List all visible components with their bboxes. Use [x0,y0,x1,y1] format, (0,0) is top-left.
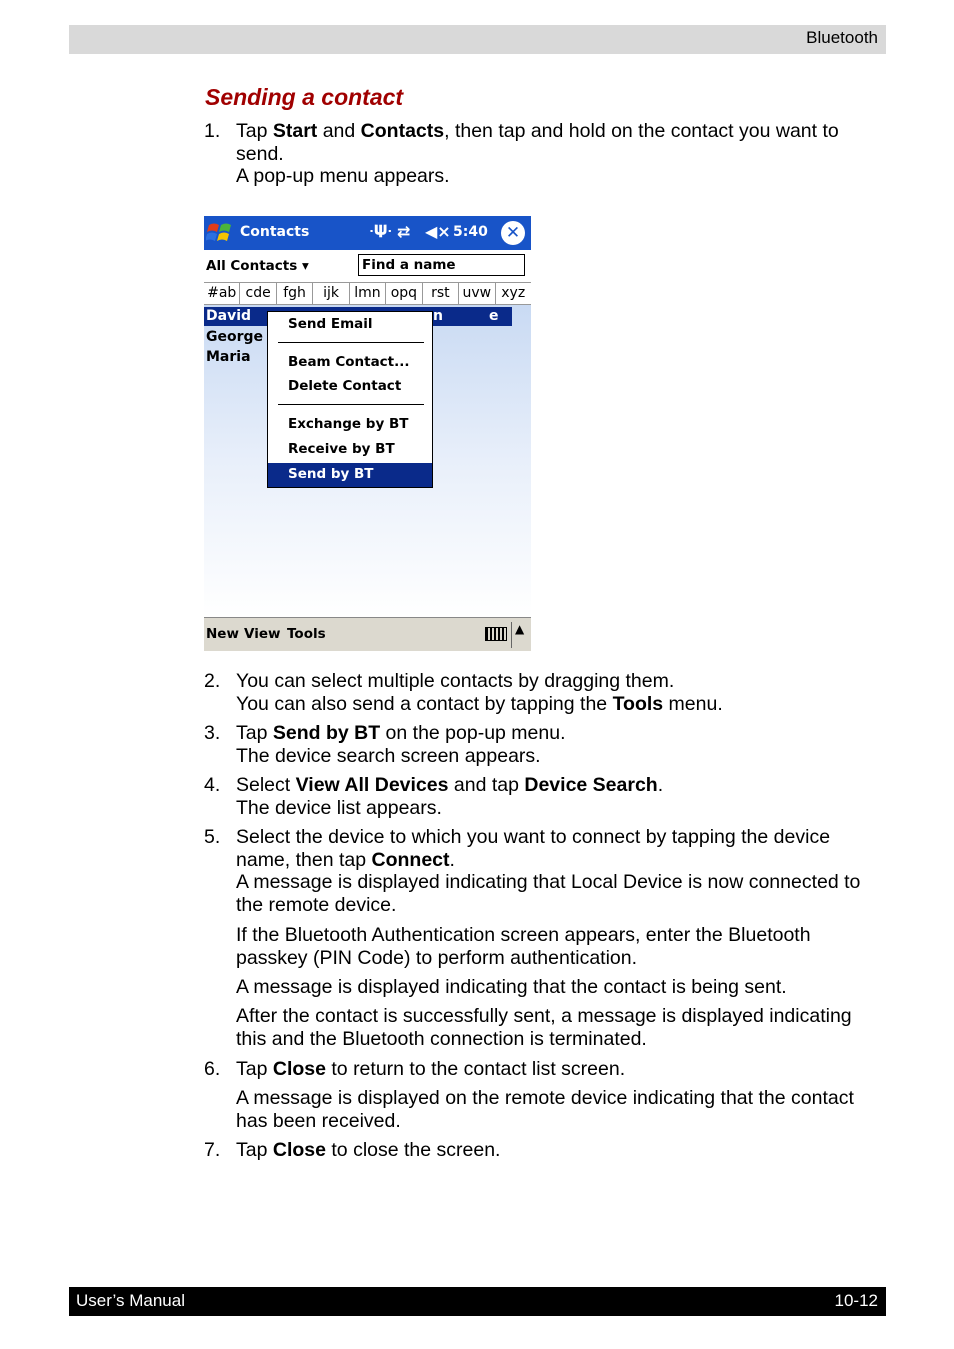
input-selector-arrow-icon[interactable]: ▲ [515,622,525,636]
step-text: Tap Send by BT on the pop-up menu. [236,722,566,744]
alpha-tab[interactable]: #ab [204,283,240,304]
step-text: Tap Start and Contacts, then tap and hold on the contact you want to send. [236,120,839,165]
sent-paragraph: After the contact is successfully sent, a message is displayed indicating this and the Bluetooth connection is terminated. [236,1005,852,1050]
step-2 [204,670,884,715]
step-text: Select the device to which you want to connect by tapping the device name, then tap Connect. [236,826,831,871]
step-number: 6. [204,1058,221,1080]
signal-icon[interactable]: ᐧ𝚿ᐧ [369,222,393,241]
menu-item-send-email[interactable]: Send Email [288,316,373,332]
auth-paragraph: If the Bluetooth Authentication screen appears, enter the Bluetooth passkey (PIN Code) to perform authentication. [236,924,811,969]
step-number: 2. [204,670,221,692]
step-number: 7. [204,1139,221,1161]
step-number: 4. [204,774,221,796]
menu-item-delete-contact[interactable]: Delete Contact [288,378,402,394]
received-paragraph: A message is displayed on the remote device indicating that the contact has been received. [236,1087,854,1132]
app-title: Contacts [240,224,310,240]
step-text: You can select multiple contacts by dragging them. [236,670,675,692]
step-note: The device list appears. [236,796,442,819]
contact-list [204,305,531,617]
step-7 [204,1139,884,1162]
keyboard-icon[interactable] [485,627,507,641]
step-note: A message is displayed indicating that Local Device is now connected to the remote device. [236,871,861,916]
chevron-down-icon: ▾ [301,258,309,274]
menu-new[interactable]: New [206,626,239,642]
title-bar [204,216,531,250]
step-4 [204,774,884,819]
contact-item-david[interactable]: David [206,308,252,324]
step-text: Tap Close to return to the contact list screen. [236,1058,626,1080]
step-number: 1. [204,120,221,142]
alpha-tab[interactable]: rst [423,283,459,304]
bottom-menu-bar [204,617,531,651]
section-title: Sending a contact [205,84,404,110]
divider [511,622,512,648]
running-footer [69,1287,886,1316]
step-1 [204,120,884,188]
sending-paragraph: A message is displayed indicating that the contact is being sent. [236,976,787,998]
selected-row-text: e [489,308,499,324]
manual-title: User’s Manual [76,1291,185,1310]
menu-item-exchange-bt[interactable]: Exchange by BT [288,416,409,432]
menu-divider [278,404,424,405]
connectivity-icon[interactable]: ⇄ [397,222,411,241]
menu-divider [278,342,424,343]
alpha-tab[interactable]: opq [386,283,422,304]
volume-icon[interactable]: ◀× [425,222,451,241]
menu-item-receive-bt[interactable]: Receive by BT [288,441,395,457]
step-note: You can also send a contact by tapping the Tools menu. [236,692,723,715]
running-header [69,25,886,54]
menu-item-label: Send by BT [288,466,374,482]
chapter-name: Bluetooth [806,28,878,47]
alpha-tab[interactable]: lmn [350,283,386,304]
windows-start-icon[interactable] [206,220,236,246]
step-3 [204,722,884,767]
menu-view[interactable]: View [244,626,281,642]
step-number: 5. [204,826,221,848]
close-icon[interactable]: ✕ [501,221,525,245]
step-note: A pop-up menu appears. [236,165,450,187]
step-note: The device search screen appears. [236,744,541,767]
pocket-pc-screenshot [204,216,531,651]
clock[interactable]: 5:40 [453,224,488,240]
alpha-tab[interactable]: uvw [459,283,495,304]
alpha-tab[interactable]: xyz [501,285,526,301]
menu-tools[interactable]: Tools [287,626,326,642]
step-5 [204,826,884,916]
contacts-toolbar [204,250,531,282]
contact-item-maria[interactable]: Maria [206,349,251,365]
page-number: 10-12 [834,1291,878,1310]
selected-row-text: n [433,308,443,324]
menu-item-send-bt[interactable] [268,463,432,487]
alpha-tab[interactable]: cde [240,283,276,304]
alpha-tab[interactable]: ijk [313,283,349,304]
step-number: 3. [204,722,221,744]
step-text: Tap Close to close the screen. [236,1139,501,1161]
step-text: Select View All Devices and tap Device Search. [236,774,664,796]
menu-item-beam-contact[interactable]: Beam Contact... [288,354,410,370]
find-name-input[interactable]: Find a name [358,254,525,276]
step-6 [204,1058,884,1081]
contact-item-george[interactable]: George [206,329,264,345]
alpha-tab[interactable]: fgh [277,283,313,304]
category-filter-dropdown[interactable]: All Contacts ▾ [206,258,309,274]
alphabet-tabs [204,282,531,305]
contact-popup-menu [267,311,433,488]
